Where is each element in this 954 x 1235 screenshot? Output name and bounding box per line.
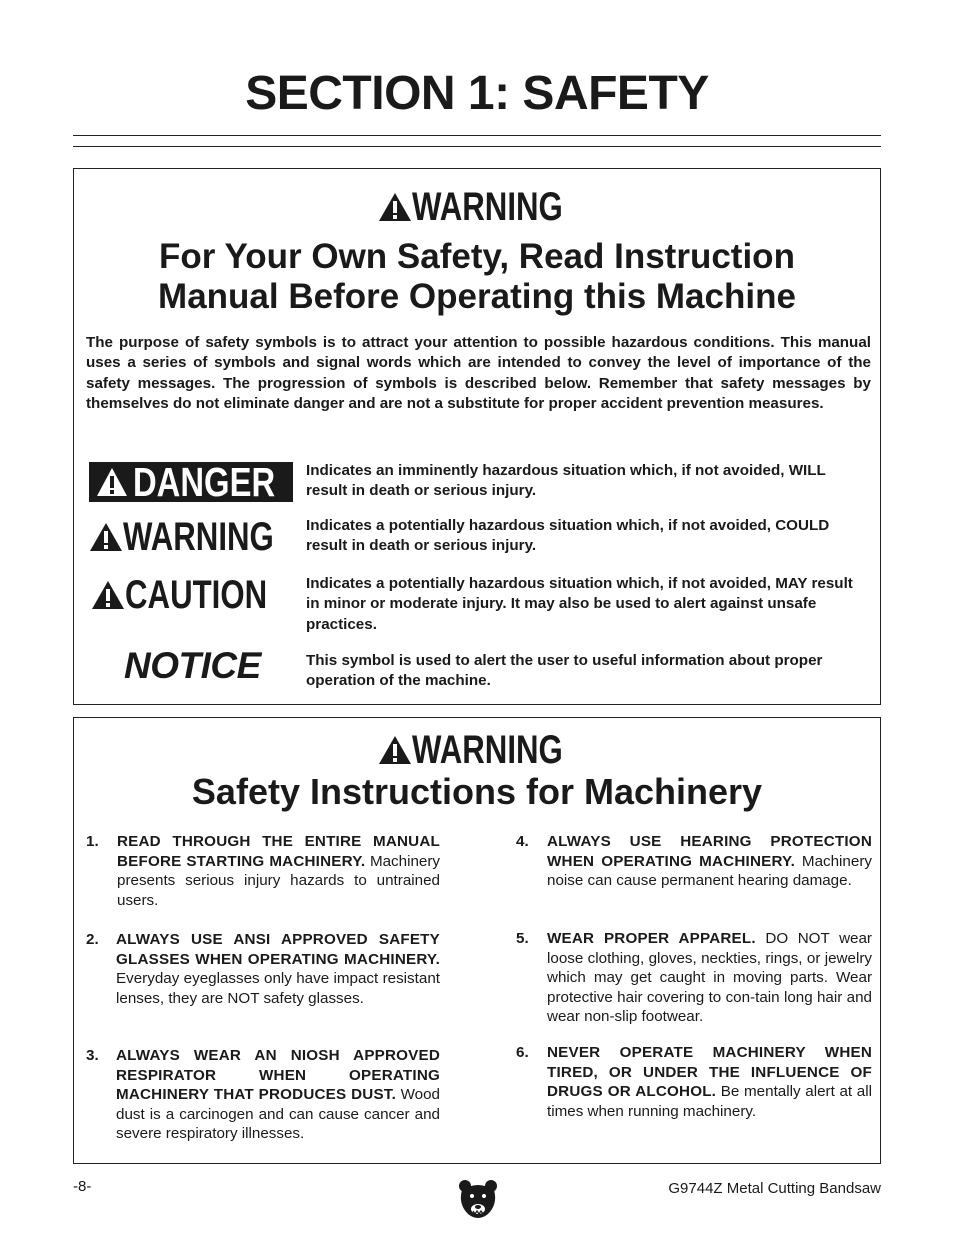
box1-subtitle-line2: Manual Before Operating this Machine: [158, 277, 796, 316]
section-title: SECTION 1: SAFETY: [245, 67, 709, 120]
warning-triangle-icon: [378, 735, 412, 765]
safety-intro-paragraph: The purpose of safety symbols is to attract your attention to possible hazardous conditions. This manual uses a series of symbols and signal words which are intended to convey the level of importance of the safety messages. The progression of symbols is described below. Remember that safety messages by themselves do not eliminate danger and are not a substitute for proper accident prevention measures.: [86, 334, 871, 412]
danger-definition: Indicates an imminently hazardous situation which, if not avoided, WILL result in death or serious injury.: [306, 462, 826, 500]
box2-subtitle: Safety Instructions for Machinery: [191, 771, 763, 812]
warning-triangle-icon: [378, 192, 412, 222]
list-item-bold: ALWAYS USE ANSI APPROVED SAFETY GLASSES WHEN OPERATING MACHINERY.: [116, 931, 440, 968]
list-item: [86, 930, 440, 1008]
caution-triangle-icon: [91, 580, 125, 610]
list-item: [516, 1043, 872, 1121]
list-item-number: 1.: [86, 833, 99, 850]
list-item-text: [547, 929, 872, 1027]
manual-title: G9744Z Metal Cutting Bandsaw: [668, 1180, 881, 1197]
page-number: -8-: [73, 1178, 92, 1195]
notice-definition: This symbol is used to alert the user to useful information about proper operation of the machine.: [306, 652, 823, 690]
list-item-number: 2.: [86, 931, 99, 948]
warning-heading-word: WARNING: [411, 727, 563, 772]
list-item-bold: NEVER OPERATE MACHINERY WHEN TIRED, OR UNDER THE INFLUENCE OF DRUGS OR ALCOHOL.: [547, 1044, 872, 1101]
list-item-number: 6.: [516, 1044, 529, 1061]
list-item-body: Machinery presents serious injury hazards to untrained users.: [117, 852, 440, 909]
list-item-text: [547, 1043, 872, 1121]
list-item-body: Machinery noise can cause permanent hearing damage.: [547, 852, 872, 890]
list-item-body: Wood dust is a carcinogen and can cause cancer and severe respiratory illnesses.: [116, 1086, 440, 1143]
list-item-text: [117, 832, 440, 910]
safety-symbols-box: [73, 168, 881, 705]
list-item-number: 4.: [516, 833, 529, 850]
warning-definition: Indicates a potentially hazardous situation which, if not avoided, COULD result in death or serious injury.: [306, 517, 830, 555]
list-item-body: DO NOT wear loose clothing, gloves, neckties, rings, or jewelry which may get caught in moving parts. Wear protective hair covering to con-tain long hair and wear non-slip footwear.: [547, 930, 872, 1026]
list-item-text: [116, 930, 440, 1008]
warning-heading-word: WARNING: [411, 184, 563, 229]
list-item-body: Everyday eyeglasses only have impact resistant lenses, they are NOT safety glasses.: [116, 970, 440, 1007]
warning-label: [89, 514, 316, 559]
caution-word: CAUTION: [125, 572, 268, 617]
list-item-text: [116, 1046, 440, 1144]
list-item: [516, 832, 872, 891]
box1-subtitle-line1: For Your Own Safety, Read Instruction: [159, 237, 795, 276]
list-item-bold: READ THROUGH THE ENTIRE MANUAL BEFORE STARTING MACHINERY.: [117, 833, 440, 870]
list-item-body: Be mentally alert at all times when running machinery.: [547, 1083, 872, 1120]
list-item: [86, 1046, 440, 1144]
notice-word: NOTICE: [124, 645, 261, 686]
machinery-safety-box: [73, 717, 881, 1164]
header-rule-bottom: [73, 146, 881, 147]
danger-triangle-icon: [95, 466, 129, 498]
list-item-bold: ALWAYS WEAR AN NIOSH APPROVED RESPIRATOR WHEN OPERATING MACHINERY THAT PRODUCES DUST.: [116, 1047, 440, 1104]
header-rule-top: [73, 135, 881, 136]
list-item: [86, 832, 440, 910]
danger-label: [89, 462, 293, 502]
caution-definition: Indicates a potentially hazardous situation which, if not avoided, MAY result in minor or moderate injury. It may also be used to alert against unsafe practices.: [306, 575, 853, 633]
caution-label: [91, 572, 307, 617]
danger-word: DANGER: [133, 462, 276, 502]
warning-heading: [74, 727, 880, 772]
list-item-number: 5.: [516, 930, 529, 947]
list-item: [516, 929, 872, 1027]
list-item-text: [547, 832, 872, 891]
grizzly-bear-logo-icon: [458, 1178, 498, 1222]
list-item-number: 3.: [86, 1047, 99, 1064]
list-item-bold: WEAR PROPER APPAREL.: [547, 930, 756, 947]
warning-triangle-icon: [89, 522, 123, 552]
warning-heading: [74, 184, 880, 229]
list-item-bold: ALWAYS USE HEARING PROTECTION WHEN OPERATING MACHINERY.: [547, 833, 872, 870]
warning-word: WARNING: [123, 514, 274, 559]
